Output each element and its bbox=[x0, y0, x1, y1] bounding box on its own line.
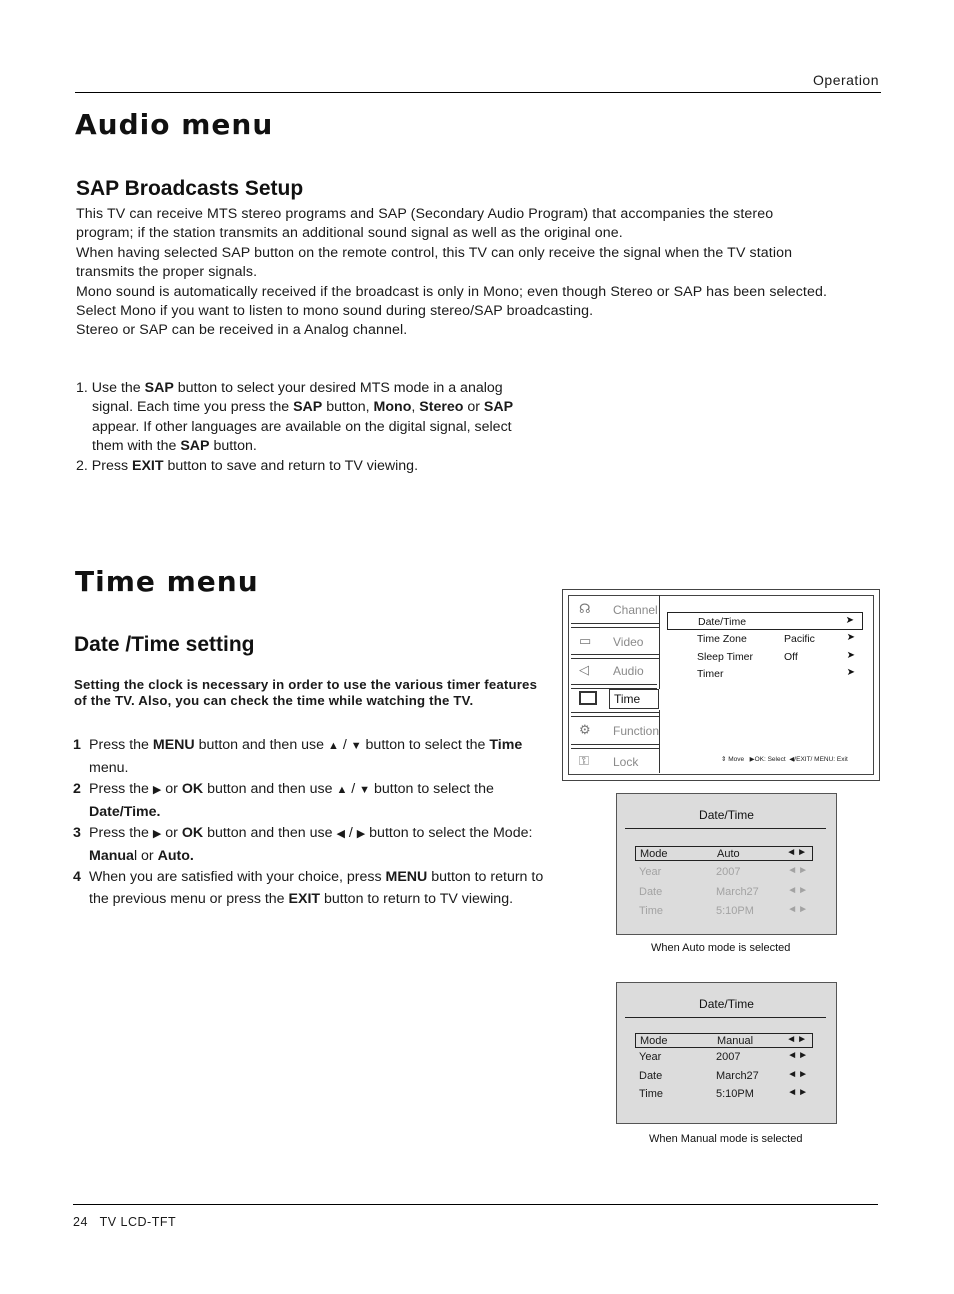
time-steps bbox=[73, 735, 545, 910]
arrow-right-icon: ➤ bbox=[846, 632, 855, 643]
step-line: 1. Use the SAP button to select your desired MTS mode in a analog bbox=[76, 380, 503, 396]
page-footer bbox=[73, 1215, 176, 1229]
right-triangle-icon: ▶ bbox=[152, 784, 162, 796]
year-row: Year 2007 ◄► bbox=[639, 865, 809, 878]
panel-title-rule bbox=[625, 1017, 826, 1018]
lock-icon: ⚿ bbox=[579, 753, 589, 768]
left-right-arrows-icon: ◄► bbox=[787, 865, 809, 876]
clock-icon bbox=[579, 691, 597, 705]
left-right-arrows-icon: ◄► bbox=[787, 1087, 809, 1098]
step-line: signal. Each time you press the SAP button, Mono, Stereo or SAP bbox=[92, 399, 514, 416]
time-menu-title: Time menu bbox=[75, 565, 259, 598]
sidebar-item-function[interactable]: ⚙ Function bbox=[579, 722, 660, 738]
menu-item-date-time[interactable]: Date/Time ➤ bbox=[667, 612, 863, 630]
left-right-arrows-icon: ◄► bbox=[786, 847, 808, 858]
para-line: Select Mono if you want to listen to mono sound during stereo/SAP broadcasting. bbox=[76, 303, 594, 320]
header-rule bbox=[75, 92, 881, 93]
audio-menu-title: Audio menu bbox=[75, 108, 274, 141]
para-line: Stereo or SAP can be received in a Analog channel. bbox=[76, 322, 408, 339]
time-step-3: 3 Press the ▶ or OK button and then use ◀ / ▶ button to select the Mode: Manual or Auto. bbox=[73, 825, 533, 864]
gear-icon: ⚙ bbox=[579, 722, 591, 737]
para-line: This TV can receive MTS stereo programs and SAP (Secondary Audio Program) that accompanies the stereo bbox=[76, 206, 774, 222]
right-triangle-icon: ▶ bbox=[749, 756, 755, 763]
step-line: appear. If other languages are available on the digital signal, select bbox=[92, 418, 512, 435]
arrow-right-icon: ➤ bbox=[846, 650, 855, 661]
date-time-heading: Date /Time setting bbox=[74, 633, 255, 656]
tv-screen-icon: ▭ bbox=[579, 633, 592, 648]
para-line: transmits the proper signals. bbox=[76, 264, 258, 281]
sidebar-item-audio[interactable]: ◁ Audio bbox=[579, 662, 644, 678]
sap-steps bbox=[76, 379, 576, 476]
satellite-dish-icon: ☊ bbox=[579, 601, 591, 616]
osd-hint-bar: ⇕ Move ▶OK: Select ◀/EXIT/ MENU: Exit bbox=[721, 756, 848, 763]
down-triangle-icon: ▼ bbox=[350, 740, 362, 752]
sidebar-content-divider bbox=[659, 595, 660, 689]
time-intro: Setting the clock is necessary in order to use the various timer features of the TV. Also, you can check the time while watching the TV. bbox=[74, 677, 538, 708]
sidebar-item-time[interactable]: Time bbox=[573, 688, 661, 712]
mode-row[interactable]: Mode Auto ◄► bbox=[635, 846, 813, 861]
sap-description bbox=[76, 205, 896, 341]
panel-title: Date/Time bbox=[699, 808, 754, 822]
sap-setup-heading: SAP Broadcasts Setup bbox=[76, 177, 304, 200]
sidebar-divider bbox=[571, 744, 659, 749]
page-number: 24 bbox=[73, 1215, 88, 1229]
step-line: them with the SAP button. bbox=[92, 438, 257, 455]
product-name: TV LCD-TFT bbox=[99, 1215, 177, 1229]
left-right-arrows-icon: ◄► bbox=[786, 1034, 808, 1045]
up-triangle-icon: ▲ bbox=[336, 784, 348, 796]
menu-item-sleep-timer[interactable]: Sleep Timer Off ➤ bbox=[697, 650, 855, 663]
left-right-arrows-icon: ◄► bbox=[787, 885, 809, 896]
menu-item-timer[interactable]: Timer ➤ bbox=[697, 667, 855, 680]
para-line: Mono sound is automatically received if the broadcast is only in Mono; even though Stereo or SAP has been selected. bbox=[76, 283, 828, 300]
left-right-arrows-icon: ◄► bbox=[787, 1050, 809, 1061]
year-row[interactable]: Year 2007 ◄► bbox=[639, 1050, 809, 1063]
date-time-auto-panel bbox=[616, 793, 837, 935]
sidebar-item-channel[interactable]: ☊ Channel bbox=[579, 601, 658, 617]
footer-rule bbox=[73, 1204, 878, 1205]
time-step-4: 4 When you are satisfied with your choice, press MENU button to return to the previous menu or press the EXIT button to return to TV viewing. bbox=[73, 869, 544, 907]
para-line: program; if the station transmits an additional sound signal as well as the original one. bbox=[76, 225, 623, 242]
arrow-right-icon: ➤ bbox=[846, 667, 855, 678]
panel-title: Date/Time bbox=[699, 997, 754, 1011]
arrow-right-icon: ➤ bbox=[845, 615, 854, 626]
right-triangle-icon: ▶ bbox=[152, 828, 162, 840]
up-down-arrows-icon: ⇕ bbox=[721, 756, 727, 763]
date-time-manual-panel bbox=[616, 982, 837, 1124]
step-line: 2. Press EXIT button to save and return to TV viewing. bbox=[76, 457, 419, 474]
manual-caption: When Manual mode is selected bbox=[649, 1133, 803, 1145]
date-row: Date March27 ◄► bbox=[639, 885, 809, 898]
sidebar-item-lock[interactable]: ⚿ Lock bbox=[579, 753, 639, 769]
osd-main-menu bbox=[562, 589, 880, 781]
up-triangle-icon: ▲ bbox=[327, 740, 339, 752]
sidebar-divider bbox=[571, 712, 659, 717]
mode-row[interactable]: Mode Manual ◄► bbox=[635, 1033, 813, 1048]
section-label: Operation bbox=[813, 72, 879, 88]
auto-caption: When Auto mode is selected bbox=[651, 942, 791, 954]
speaker-icon: ◁ bbox=[579, 662, 589, 677]
left-right-arrows-icon: ◄► bbox=[787, 904, 809, 915]
para-line: When having selected SAP button on the remote control, this TV can only receive the signal when the TV station bbox=[76, 244, 793, 261]
panel-title-rule bbox=[625, 828, 826, 829]
time-step-1: 1 Press the MENU button and then use ▲ / ▼ button to select the Time menu. bbox=[73, 737, 523, 776]
right-triangle-icon: ▶ bbox=[356, 828, 366, 840]
menu-item-time-zone[interactable]: Time Zone Pacific ➤ bbox=[697, 632, 855, 645]
sidebar-divider bbox=[571, 623, 659, 628]
sidebar-content-divider bbox=[659, 710, 660, 773]
left-triangle-icon: ◀ bbox=[789, 756, 795, 763]
time-step-2: 2 Press the ▶ or OK button and then use ▲ / ▼ button to select the Date/Time. bbox=[73, 781, 494, 820]
time-row[interactable]: Time 5:10PM ◄► bbox=[639, 1087, 809, 1100]
left-right-arrows-icon: ◄► bbox=[787, 1069, 809, 1080]
date-row[interactable]: Date March27 ◄► bbox=[639, 1069, 809, 1082]
down-triangle-icon: ▼ bbox=[359, 784, 371, 796]
sidebar-item-video[interactable]: ▭ Video bbox=[579, 633, 644, 649]
time-row: Time 5:10PM ◄► bbox=[639, 904, 809, 917]
left-triangle-icon: ◀ bbox=[336, 828, 345, 840]
